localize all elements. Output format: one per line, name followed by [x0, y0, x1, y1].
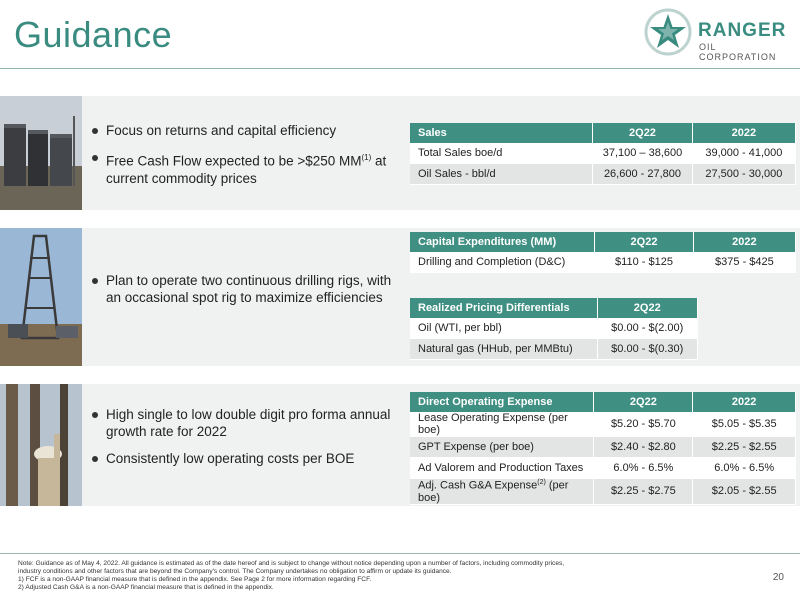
bullet-item — [92, 122, 392, 139]
table-cell: $5.20 - $5.70 — [594, 412, 693, 437]
bullet-item — [92, 272, 392, 306]
footnote-line: industry conditions and other factors that are beyond the Company's control. The Company undertakes no obligation to affirm or update its guidance. — [18, 568, 452, 575]
table-cell — [410, 479, 594, 505]
bullet-item — [92, 406, 392, 440]
table-row — [410, 252, 796, 273]
table-header: Direct Operating Expense — [410, 392, 594, 412]
table-cell: $2.25 - $2.75 — [594, 479, 693, 505]
ranger-star-icon — [644, 8, 692, 56]
table-cell: 39,000 - 41,000 — [692, 143, 795, 164]
capex-table — [410, 232, 796, 273]
bullet-dot — [92, 278, 98, 284]
table-cell: $0.00 - $(0.30) — [597, 339, 698, 360]
bullet-text: Free Cash Flow expected to be >$250 MM — [106, 153, 362, 169]
table-cell: Total Sales boe/d — [410, 143, 593, 164]
page-title: Guidance — [14, 14, 173, 55]
footer-divider — [0, 553, 800, 554]
header-divider — [0, 68, 800, 69]
bullet-text: High single to low double digit pro forma annual growth rate for 2022 — [106, 407, 391, 439]
footnote-line: 1) FCF is a non-GAAP financial measure that is defined in the appendix. See Page 2 for more information regarding FCF. — [18, 576, 372, 583]
bullet-text: Consistently low operating costs per BOE — [106, 451, 355, 466]
sales-table — [410, 123, 796, 185]
table-header: 2022 — [693, 232, 795, 252]
cell-text-cont: (per boe) — [418, 479, 569, 504]
footnote-line: 2) Adjusted Cash G&A is a non-GAAP financial measure that is defined in the appendix. — [18, 584, 274, 591]
bullet-dot — [92, 128, 98, 134]
table-cell: Oil (WTI, per bbl) — [410, 318, 597, 339]
footnote-ref: (1) — [361, 153, 372, 162]
table-header: Realized Pricing Differentials — [410, 298, 597, 318]
table-row — [410, 437, 796, 458]
footnote-ref: (2) — [537, 479, 546, 486]
page-number: 20 — [772, 572, 784, 583]
table-cell: $2.40 - $2.80 — [594, 437, 693, 458]
table-row — [410, 318, 698, 339]
logo-sub-text: OIL CORPORATION — [699, 42, 777, 62]
bullet-dot — [92, 412, 98, 418]
bullet-item — [92, 149, 392, 187]
logo-brand-text: RANGER — [698, 20, 787, 41]
bullet-text: Plan to operate two continuous drilling rigs, with an occasional spot rig to maximize efficiencies — [106, 273, 392, 305]
table-cell: 26,600 - 27,800 — [593, 164, 693, 185]
table-header: 2022 — [693, 392, 796, 412]
operating-expense-table — [410, 392, 796, 505]
table-cell: $0.00 - $(2.00) — [597, 318, 698, 339]
table-cell: Drilling and Completion (D&C) — [410, 252, 595, 273]
table-header: Sales — [410, 123, 593, 143]
table-row — [410, 143, 796, 164]
footnotes — [18, 560, 718, 592]
table-row — [410, 164, 796, 185]
bullet-list-operating — [92, 406, 392, 477]
bullet-item — [92, 450, 392, 467]
bullet-dot — [92, 456, 98, 462]
table-cell: Lease Operating Expense (per boe) — [410, 412, 594, 437]
table-header: 2Q22 — [594, 392, 693, 412]
bullet-list-returns — [92, 122, 392, 197]
table-cell: 6.0% - 6.5% — [594, 458, 693, 479]
table-header: 2Q22 — [597, 298, 698, 318]
table-header: 2Q22 — [595, 232, 694, 252]
table-cell: $2.25 - $2.55 — [693, 437, 796, 458]
table-cell: Ad Valorem and Production Taxes — [410, 458, 594, 479]
bullet-list-drilling — [92, 272, 392, 316]
table-cell: 27,500 - 30,000 — [692, 164, 795, 185]
table-row — [410, 412, 796, 437]
bullet-text-cont: at current commodity prices — [106, 153, 387, 186]
table-header: Capital Expenditures (MM) — [410, 232, 595, 252]
drilling-rig-photo — [0, 228, 82, 366]
bullet-dot — [92, 155, 98, 161]
table-cell: 37,100 – 38,600 — [593, 143, 693, 164]
cell-text: Adj. Cash G&A Expense — [418, 479, 538, 492]
table-row — [410, 339, 698, 360]
table-cell: $375 - $425 — [693, 252, 795, 273]
table-cell: $2.05 - $2.55 — [693, 479, 796, 505]
table-header: 2Q22 — [593, 123, 693, 143]
table-header: 2022 — [692, 123, 795, 143]
table-row — [410, 479, 796, 505]
footnote-line: Note: Guidance as of May 4, 2022. All guidance is estimated as of the date hereof and is subject to change without notice depending upon a number of factors, including commodity prices, — [18, 560, 565, 567]
table-cell: $5.05 - $5.35 — [693, 412, 796, 437]
table-cell: Oil Sales - bbl/d — [410, 164, 593, 185]
field-worker-photo — [0, 384, 82, 506]
oil-tanks-photo — [0, 96, 82, 210]
pricing-differentials-table — [410, 298, 698, 360]
company-logo — [644, 8, 794, 62]
table-cell: Natural gas (HHub, per MMBtu) — [410, 339, 597, 360]
table-cell: $110 - $125 — [595, 252, 694, 273]
table-row — [410, 458, 796, 479]
table-cell: 6.0% - 6.5% — [693, 458, 796, 479]
table-cell: GPT Expense (per boe) — [410, 437, 594, 458]
bullet-text: Focus on returns and capital efficiency — [106, 123, 337, 138]
